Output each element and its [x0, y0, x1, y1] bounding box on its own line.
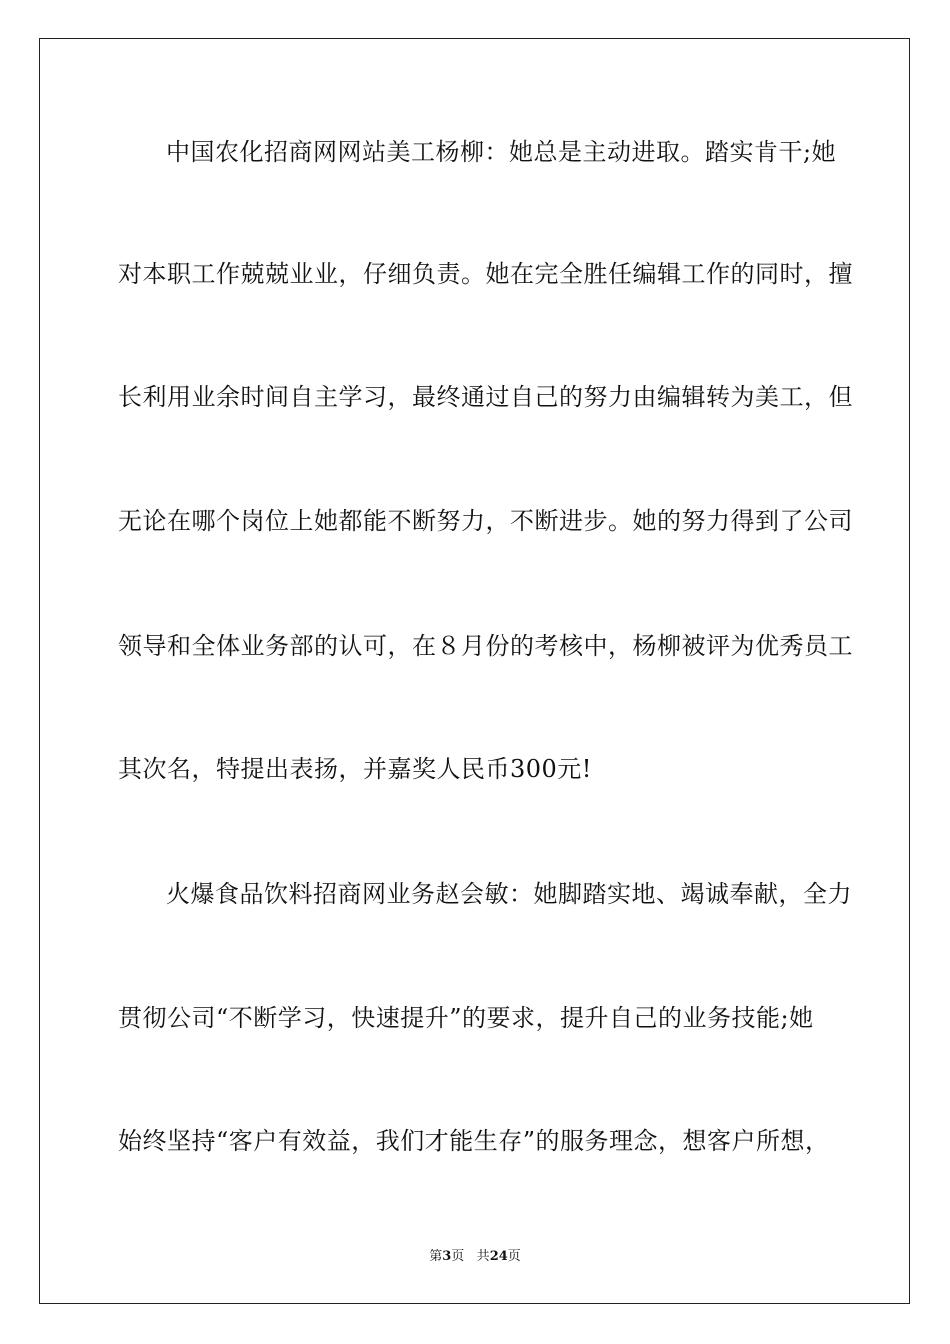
- page-border: [39, 38, 910, 1304]
- paragraph-1-line-5: 领导和全体业务部的认可，在８月份的考核中，杨柳被评为优秀员工: [118, 632, 853, 660]
- paragraph-1-line-3: 长利用业余时间自主学习，最终通过自己的努力由编辑转为美工，但: [118, 383, 853, 411]
- page-number: 3: [442, 1249, 452, 1264]
- paragraph-1-line-6: 其次名，特提出表扬，并嘉奖人民币300元!: [118, 755, 592, 783]
- total-pages: 24: [489, 1249, 508, 1264]
- total-suffix: 页: [507, 1249, 521, 1264]
- paragraph-1-line-1: 中国农化招商网网站美工杨柳：她总是主动进取。踏实肯干;她: [166, 138, 837, 166]
- paragraph-2-line-1: 火爆食品饮料招商网业务赵会敏：她脚踏实地、竭诚奉献，全力: [166, 880, 852, 908]
- paragraph-1-line-2: 对本职工作兢兢业业，仔细负责。她在完全胜任编辑工作的同时，擅: [118, 260, 853, 288]
- total-prefix: 共: [476, 1249, 490, 1264]
- paragraph-1-line-4: 无论在哪个岗位上她都能不断努力，不断进步。她的努力得到了公司: [118, 507, 853, 535]
- page-prefix: 第: [429, 1249, 443, 1264]
- page-footer: [0, 1248, 950, 1266]
- paragraph-2-line-2: 贯彻公司“不断学习，快速提升”的要求，提升自己的业务技能;她: [118, 1004, 814, 1032]
- paragraph-2-line-3: 始终坚持“客户有效益，我们才能生存”的服务理念，想客户所想，: [118, 1127, 830, 1155]
- page-suffix: 页: [451, 1249, 465, 1264]
